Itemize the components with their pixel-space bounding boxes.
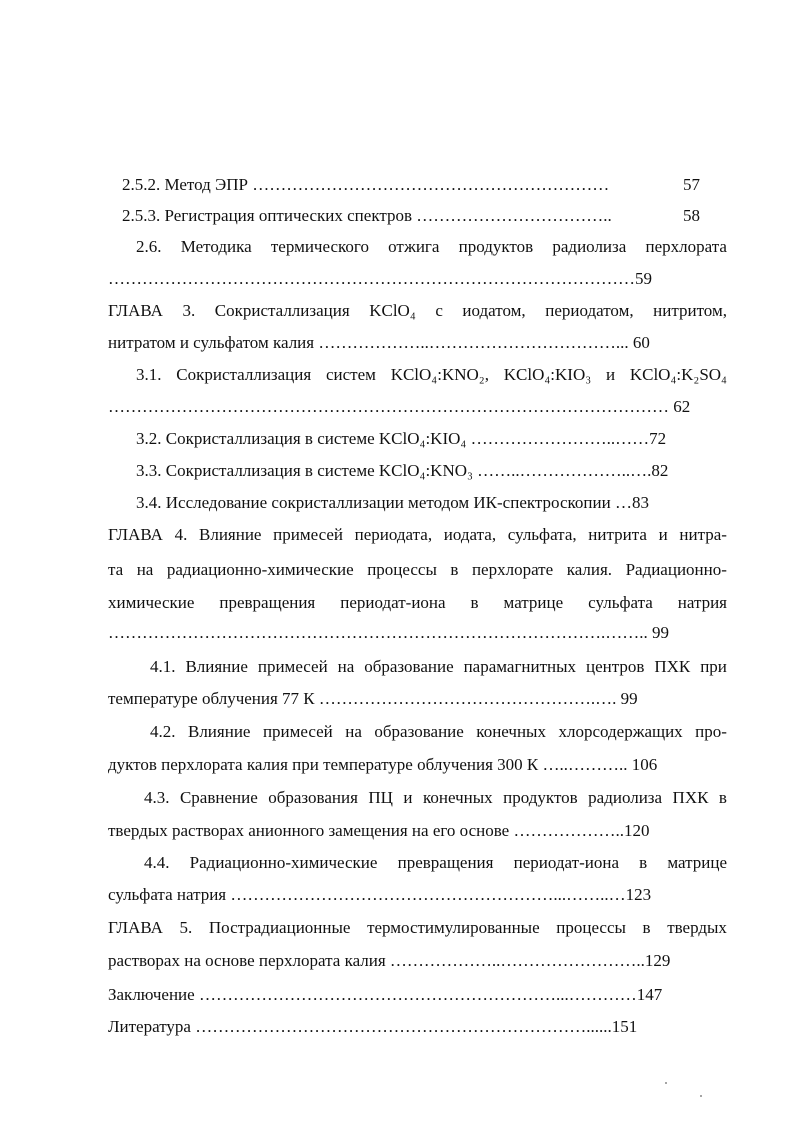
toc-word: 3.1.: [136, 365, 162, 384]
toc-entry-3-4[interactable]: 3.4. Исследование сокристаллизации методом ИК-спектроскопии …83: [136, 493, 649, 512]
toc-word: 4.1.: [150, 657, 176, 676]
toc-word: и: [403, 788, 413, 807]
toc-entry-4-2-cont: дуктов перхлората калия при температуре облучения 300 К …..……….. 106: [108, 755, 658, 774]
toc-word: образования: [268, 788, 358, 807]
toc-word: сульфата: [588, 593, 653, 612]
toc-word: процессы: [556, 918, 626, 937]
toc-word: образование: [374, 722, 464, 741]
toc-word: радиационно-химические: [166, 560, 354, 579]
toc-word: химические: [108, 593, 195, 612]
toc-entry-2-5-2-page: 57: [683, 175, 700, 194]
toc-word: периодата,: [354, 525, 433, 544]
toc-word: 2.6.: [136, 237, 162, 256]
toc-word: периодат-иона: [340, 593, 446, 612]
toc-word: 3.: [182, 301, 196, 320]
toc-entry-text: 2.5.2. Метод ЭПР ………………………………………………………: [122, 175, 610, 194]
toc-word: Радиационно-: [625, 560, 727, 579]
toc-entry-2-5-3[interactable]: [122, 207, 612, 224]
toc-word: матрице: [667, 853, 727, 872]
toc-word: на: [337, 657, 355, 676]
toc-word: в: [642, 918, 651, 937]
toc-entry-4-1-cont: температуре облучения 77 К ………………………………………….…. 99: [108, 689, 638, 708]
toc-word: Влияние: [187, 722, 251, 741]
toc-entry-4-1[interactable]: [150, 658, 727, 675]
toc-word: процессы: [367, 560, 437, 579]
toc-word: 4.2.: [150, 722, 176, 741]
toc-word: превращения: [397, 853, 494, 872]
toc-entry-3-3[interactable]: 3.3. Сокристаллизация в системе KClO₄:KNO₃ ……..………………..….82: [136, 461, 669, 480]
toc-word: периодатом,: [545, 301, 634, 320]
toc-word: и: [605, 365, 616, 384]
toc-word: ПЦ: [368, 788, 393, 807]
toc-word: KClO₄:KIO₃: [503, 365, 592, 384]
toc-chapter-5-cont: растворах на основе перхлората калия ………………..……………………..129: [108, 951, 671, 970]
toc-word: систем: [325, 365, 376, 384]
toc-word: термостимулированные: [367, 918, 540, 937]
toc-word: перхлорате: [471, 560, 554, 579]
toc-word: нитра-: [679, 525, 727, 544]
toc-word: KClO₄:KNO₂,: [390, 365, 489, 384]
toc-entry-4-4-cont: сульфата натрия …………………………………………………...……..…123: [108, 885, 652, 904]
toc-word: превращения: [219, 593, 316, 612]
toc-word: конечных: [423, 788, 493, 807]
toc-word: образование: [364, 657, 454, 676]
toc-word: нитритом,: [653, 301, 727, 320]
toc-word: KClO₄:K₂SO₄: [629, 365, 727, 384]
toc-word: на: [345, 722, 362, 741]
toc-word: ПХК: [654, 657, 691, 676]
toc-entry-3-1-leader: ……………………………………………………………………………………… 62: [108, 397, 691, 416]
toc-word: примесей: [273, 525, 343, 544]
toc-word: перхлората: [645, 237, 727, 256]
toc-word: ПХК: [672, 788, 709, 807]
scan-speck: [665, 1082, 667, 1084]
toc-word: термического: [270, 237, 369, 256]
toc-word: продуктов: [458, 237, 534, 256]
toc-word: центров: [586, 657, 645, 676]
toc-word: парамагнитных: [463, 657, 577, 676]
toc-entry-4-3[interactable]: [144, 789, 727, 806]
toc-entry-text: 2.5.3. Регистрация оптических спектров ……………………………..: [122, 206, 612, 225]
toc-entry-2-6-leader: …………………………………………………………………………………59: [108, 269, 652, 288]
toc-word: Влияние: [185, 657, 248, 676]
toc-word: отжига: [388, 237, 440, 256]
toc-word: радиолиза: [588, 788, 663, 807]
toc-chapter-3-cont: нитратом и сульфатом калия ………………..……………………………... 60: [108, 333, 650, 352]
toc-word: Сокристаллизация: [176, 365, 312, 384]
toc-word: радиолиза: [552, 237, 627, 256]
toc-word: Радиационно-химические: [189, 853, 378, 872]
toc-chapter-4-leader: …………………………………………………………………………….…….. 99: [108, 623, 669, 642]
toc-literature[interactable]: Литература ……………………………………………………………......151: [108, 1017, 638, 1036]
toc-word: натрия: [677, 593, 727, 612]
toc-word: ГЛАВА: [108, 525, 163, 544]
toc-word: KClO₄: [369, 301, 416, 320]
toc-word: 4.4.: [144, 853, 170, 872]
toc-word: примесей: [262, 722, 333, 741]
toc-word: 4.3.: [144, 788, 170, 807]
toc-word: калия.: [566, 560, 613, 579]
toc-word: 4.: [174, 525, 188, 544]
toc-word: Влияние: [199, 525, 262, 544]
toc-word: Сравнение: [179, 788, 258, 807]
toc-word: 5.: [179, 918, 193, 937]
toc-word: при: [700, 657, 727, 676]
toc-word: на: [136, 560, 154, 579]
toc-word: продуктов: [503, 788, 578, 807]
toc-word: в: [639, 853, 648, 872]
toc-word: нитрита: [588, 525, 647, 544]
toc-word: конечных: [476, 722, 546, 741]
toc-word: иодатом,: [462, 301, 526, 320]
toc-word: та: [108, 560, 124, 579]
toc-chapter-4-line2: [108, 561, 727, 578]
toc-word: иодата,: [443, 525, 497, 544]
toc-entry-3-1[interactable]: [136, 366, 727, 383]
toc-word: с: [435, 301, 443, 320]
toc-word: про-: [695, 722, 727, 741]
toc-word: примесей: [257, 657, 328, 676]
toc-word: в: [450, 560, 459, 579]
toc-entry-2-5-3-page: 58: [683, 206, 700, 225]
toc-word: ГЛАВА: [108, 918, 163, 937]
toc-chapter-4[interactable]: [108, 526, 727, 543]
toc-chapter-4-line3: [108, 594, 727, 611]
toc-word: хлорсодержащих: [558, 722, 683, 741]
toc-word: в: [470, 593, 479, 612]
toc-word: твердых: [667, 918, 727, 937]
toc-entry-2-6[interactable]: [136, 238, 727, 255]
toc-entry-4-4[interactable]: [144, 854, 727, 871]
toc-chapter-5[interactable]: [108, 919, 727, 936]
toc-chapter-3[interactable]: [108, 302, 727, 319]
toc-word: Методика: [180, 237, 252, 256]
toc-word: и: [658, 525, 668, 544]
toc-word: ГЛАВА: [108, 301, 163, 320]
scan-speck: [700, 1095, 702, 1097]
toc-word: сульфата,: [507, 525, 577, 544]
toc-entry-3-2[interactable]: 3.2. Сокристаллизация в системе KClO₄:KIO₄ ……………………..……72: [136, 429, 667, 448]
toc-word: Пострадиационные: [208, 918, 351, 937]
toc-conclusion[interactable]: Заключение ………………………………………………………...…………147: [108, 985, 663, 1004]
toc-word: периодат-иона: [513, 853, 619, 872]
toc-word: в: [718, 788, 727, 807]
toc-word: матрице: [503, 593, 564, 612]
toc-word: Сокристаллизация: [214, 301, 350, 320]
toc-entry-4-3-cont: твердых растворах анионного замещения на его основе ………………..120: [108, 821, 650, 840]
toc-entry-2-5-2[interactable]: [122, 176, 609, 193]
toc-entry-4-2[interactable]: [150, 723, 727, 740]
